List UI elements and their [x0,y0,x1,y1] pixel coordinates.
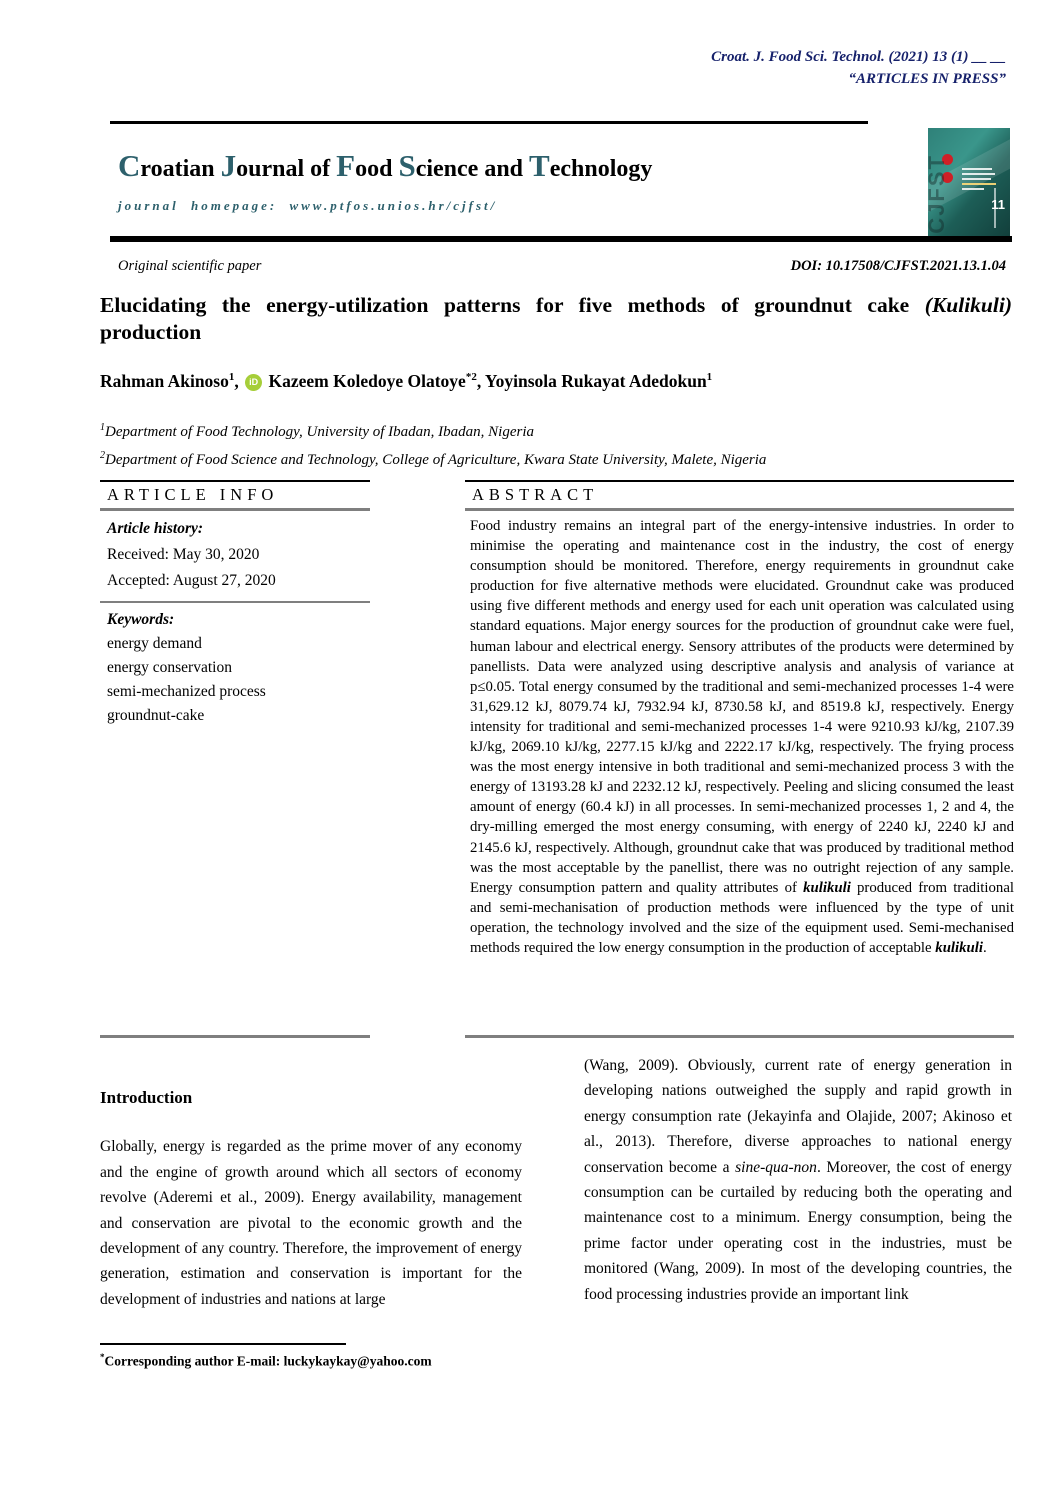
journal-citation: Croat. J. Food Sci. Technol. (2021) 13 (1) __ __ [711,49,1006,65]
journal-title-text: cience and [415,156,530,182]
body-text-segment: (Wang, 2009). Obviously, current rate of energy generation in developing nations outweighed the supply and rapid growth in energy consumption rate (Jekayinfa and Olajide, 2007; Akinoso et al., 2013). Therefore, diverse approaches to national energy conservation become a [584,1057,1012,1176]
keyword-item: groundnut-cake [107,707,205,724]
abstract-text-segment: . [983,939,987,956]
journal-title-text: ournal of [236,156,337,182]
affiliation-text: Department of Food Technology, University of Ibadan, Ibadan, Nigeria [105,424,534,440]
article-title-text: Elucidating the energy-utilization patterns for five methods of groundnut cake [100,293,925,317]
author-name: Rahman Akinoso [100,371,229,391]
journal-title-initial: S [398,148,416,183]
accepted-date: Accepted: August 27, 2020 [107,572,276,589]
header-top-rule [110,121,868,124]
article-history-label: Article history: [107,520,204,537]
article-info-panel [100,480,370,728]
article-info-heading: ARTICLE INFO [100,480,370,511]
footnote-rule [100,1343,346,1345]
journal-cover-thumbnail [924,128,1010,236]
abstract-text-segment: Food industry remains an integral part of the energy-intensive industries. In order to minimise the operating and maintenance cost in the industry, the cost of energy consumption should be monitored. Therefore, energy requirements in groundnut cake production for five alternative methods were elucidated. Groundnut cake was produced using five different methods and energy used for each unit operation was calculated using standard equations. Major energy sources for the production of groundnut cake were fuel, human labour and electrical energy. Sensory attributes of the products were determined by panellists. Data were analyzed using descriptive analysis and analysis of variance at p≤0.05. Total energy consumed by the traditional and semi-mechanized processes 1-4 were 31,629.12 kJ, 8079.74 kJ, 7932.94 kJ, 8730.58 kJ, and 8519.8 kJ, respectively. Energy intensity for traditional and semi-mechanized processes 1-4 were 9210.93 kJ/kg, 2107.39 kJ/kg, 2069.10 kJ/kg, 2277.15 kJ/kg and 2222.17 kJ/kg, respectively. The frying process was the most energy intensive in both traditional and semi-mechanized process 3 with the energy of 13193.28 kJ and 2232.12 kJ, respectively. Peeling and slicing consumed the least amount of energy (60.4 kJ) in all processes. In semi-mechanized processes 1, 2 and 4, the dry-milling emerged the most energy consuming, with energy of 2240 kJ, 2240 kJ and 2145.6 kJ, respectively. Although, groundnut cake that was produced by traditional method was the most acceptable by the panellist, there was no outright rejection of any sample. Energy consumption pattern and quality attributes of [470,518,1014,896]
footnote-text[interactable]: Corresponding author E-mail: luckykaykay@yahoo.com [104,1353,432,1369]
orcid-icon[interactable]: iD [245,374,262,391]
footnote-marker: * [100,1352,105,1362]
article-history-block [100,511,370,603]
affiliation-marker: 2 [100,450,105,461]
journal-title-text: echnology [549,156,653,182]
author-name: Kazeem Koledoye Olatoye [268,371,466,391]
keyword-item: energy demand [107,635,202,652]
affiliation-item [100,416,766,444]
author-affiliation-marker: 1 [706,371,713,384]
affiliation-text: Department of Food Science and Technology, College of Agriculture, Kwara State University, Malete, Nigeria [105,452,767,468]
abstract-panel [465,480,1014,958]
abstract-heading: ABSTRACT [465,480,1014,511]
corresponding-author-footnote [100,1352,432,1370]
article-title-text: production [100,320,202,344]
body-text-segment: . Moreover, the cost of energy consumption can be curtailed by reducing both the operating and maintenance cost to a minimum. Energy consumption, being the prime factor under operating cost in the industries, must be monitored (Wang, 2009). In most of the developing countries, the food processing industries provide an important link [584,1158,1012,1303]
author-affiliation-marker: 1 [228,371,235,384]
author-separator: , [234,371,244,391]
keywords-block [100,603,370,728]
keyword-item: semi-mechanized process [107,683,266,700]
author-name: Yoyinsola Rukayat Adedokun [484,371,707,391]
article-title [100,292,1012,346]
journal-title-text: ood [355,156,399,182]
author-list [100,371,712,392]
journal-title-initial: T [529,148,550,183]
running-head [711,46,1006,90]
journal-title-initial: C [118,148,141,183]
abstract-italic-term: kulikuli [803,879,851,896]
abstract-text-segment: produced from traditional and semi-mechanisation of production methods were influenced by the type of unit operation, the technology involved and the size of the equipment used. Semi-mechanised methods required the low energy consumption in the production of acceptable [470,879,1015,956]
article-info-bottom-rule [100,1035,370,1038]
affiliation-list [100,416,766,472]
body-left-column [100,1085,522,1312]
introduction-heading: Introduction [100,1088,193,1107]
cover-text-line [962,173,995,175]
author-affiliation-marker: *2 [465,371,477,384]
cover-text-line [962,178,991,180]
cover-journal-acronym: CJFST [924,154,949,234]
abstract-bottom-rule [465,1035,1014,1038]
journal-title-initial: J [220,148,237,183]
cover-issue-number: 11 [991,197,1005,212]
abstract-italic-term: kulikuli [935,939,983,956]
doi-label: DOI: 10.17508/CJFST.2021.13.1.04 [790,258,1006,274]
journal-title-text: roatian [140,156,221,182]
body-right-column [584,1053,1012,1307]
author-separator: , [476,371,485,391]
received-date: Received: May 30, 2020 [107,546,260,563]
cover-text-line [962,168,992,170]
cover-text-line [962,188,984,190]
keyword-item: energy conservation [107,659,232,676]
paper-type-label: Original scientific paper [118,258,262,274]
keywords-label: Keywords: [107,611,175,628]
affiliation-marker: 1 [100,422,105,433]
journal-title [118,148,652,184]
cover-text-line [962,183,996,185]
introduction-paragraph: Globally, energy is regarded as the prime mover of any economy and the engine of growth around which all sectors of economy revolve (Aderemi et al., 2009). Energy availability, management and conservation are pivotal to the economic growth and the development of any country. Therefore, the improvement of energy generation, estimation and conservation is important for the development of industries and nations at large [100,1138,522,1308]
journal-title-initial: F [336,148,356,183]
affiliation-item [100,444,766,472]
body-italic-term: sine-qua-non [735,1158,817,1176]
articles-in-press-label: “ARTICLES IN PRESS” [848,71,1006,87]
abstract-text [465,511,1014,958]
article-title-italic: (Kulikuli) [924,293,1012,317]
header-bottom-rule [110,236,1012,242]
journal-homepage-link[interactable]: journal homepage: www.ptfos.unios.hr/cjfst/ [118,198,498,213]
